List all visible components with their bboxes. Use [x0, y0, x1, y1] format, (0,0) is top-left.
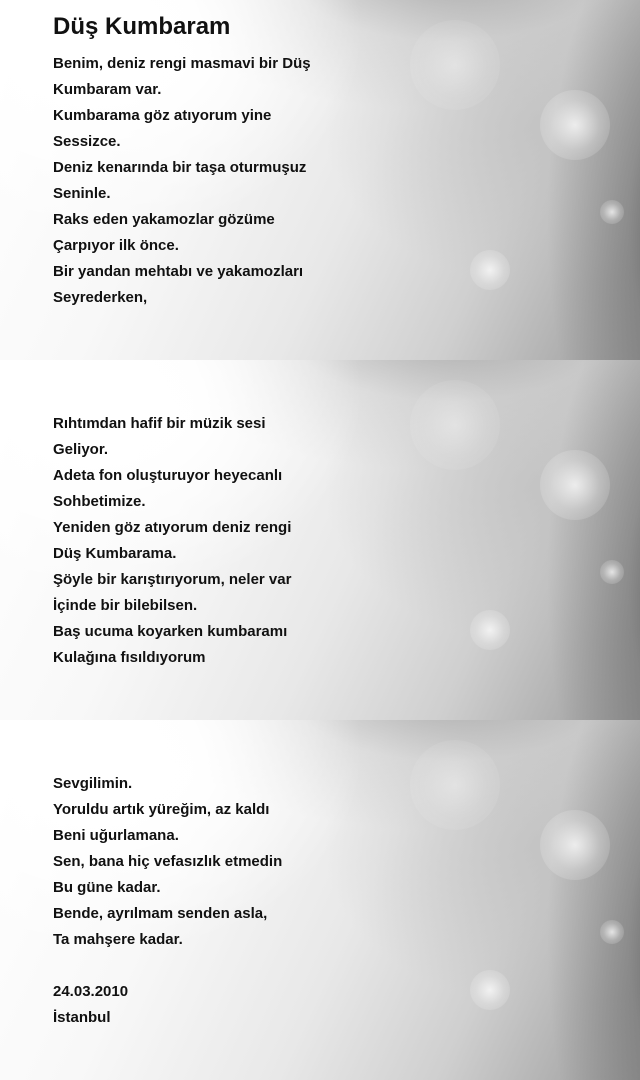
poem-line: Beni uğurlamana.	[53, 827, 179, 844]
poem-line: Sevgilimin.	[53, 775, 133, 792]
bokeh-light	[410, 740, 500, 830]
bokeh-light	[470, 610, 510, 650]
poem-line: Deniz kenarında bir taşa oturmuşuz	[53, 159, 307, 176]
poem-line: Bu güne kadar.	[53, 879, 161, 896]
poem-line: Şöyle bir karıştırıyorum, neler var	[53, 571, 292, 588]
poem-line: Benim, deniz rengi masmavi bir Düş	[53, 55, 311, 72]
stanza-3	[53, 771, 282, 953]
bokeh-light	[540, 450, 610, 520]
poem-line: Çarpıyor ilk önce.	[53, 237, 179, 254]
poem-footer	[53, 979, 128, 1031]
bokeh-light	[600, 920, 624, 944]
poem-line: Seninle.	[53, 185, 111, 202]
poem-place: İstanbul	[53, 1009, 111, 1026]
poem-line: Kumbaram var.	[53, 81, 162, 98]
bokeh-light	[540, 810, 610, 880]
poem-line: Raks eden yakamozlar gözüme	[53, 211, 275, 228]
poem-line: Yeniden göz atıyorum deniz rengi	[53, 519, 292, 536]
poem-line: Ta mahşere kadar.	[53, 931, 183, 948]
poem-line: Sohbetimize.	[53, 493, 146, 510]
bokeh-light	[540, 90, 610, 160]
poem-line: Sessizce.	[53, 133, 121, 150]
poem-line: Adeta fon oluşturuyor heyecanlı	[53, 467, 283, 484]
bokeh-light	[600, 560, 624, 584]
stanza-2	[53, 411, 291, 671]
poem-line: Seyrederken,	[53, 289, 148, 306]
poem-line: Bir yandan mehtabı ve yakamozları	[53, 263, 304, 280]
stanza-1	[53, 51, 311, 311]
poem-line: Kulağına fısıldıyorum	[53, 649, 206, 666]
bokeh-light	[470, 970, 510, 1010]
bokeh-light	[410, 20, 500, 110]
bokeh-light	[470, 250, 510, 290]
poem-title: Düş Kumbaram	[53, 13, 231, 40]
poem-line: Geliyor.	[53, 441, 109, 458]
poem-line: Rıhtımdan hafif bir müzik sesi	[53, 415, 266, 432]
poem-panel-2	[0, 360, 640, 720]
bokeh-light	[410, 380, 500, 470]
poem-line: İçinde bir bilebilsen.	[53, 597, 198, 614]
poem-date: 24.03.2010	[53, 983, 129, 1000]
poem-line: Yoruldu artık yüreğim, az kaldı	[53, 801, 270, 818]
bokeh-light	[600, 200, 624, 224]
poem-panel-3	[0, 720, 640, 1080]
poem-line: Baş ucuma koyarken kumbaramı	[53, 623, 288, 640]
poem-line: Düş Kumbarama.	[53, 545, 177, 562]
poem-line: Kumbarama göz atıyorum yine	[53, 107, 272, 124]
poem-panel-1	[0, 0, 640, 360]
poem-line: Sen, bana hiç vefasızlık etmedin	[53, 853, 283, 870]
poem-line: Bende, ayrılmam senden asla,	[53, 905, 268, 922]
